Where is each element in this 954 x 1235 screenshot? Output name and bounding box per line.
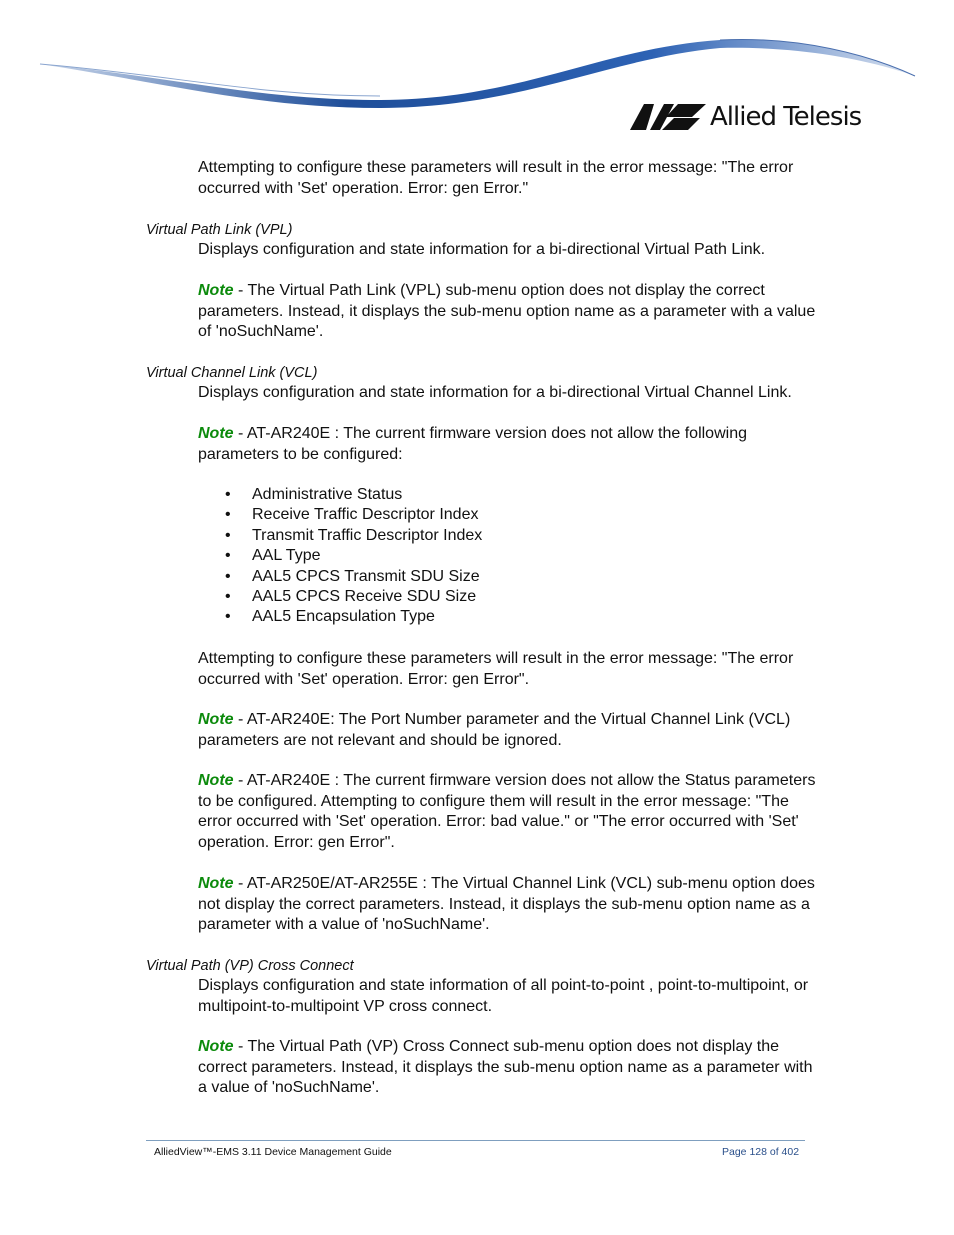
brand-logo [630, 100, 861, 134]
list-item: • AAL5 CPCS Transmit SDU Size [225, 567, 480, 585]
paragraph-vpl: Displays configuration and state information for a bi-directional Virtual Path Link. [198, 241, 766, 258]
brand-name: Allied Telesis [710, 102, 862, 132]
note-vcl-port [198, 710, 818, 751]
list-item: • AAL5 Encapsulation Type [225, 608, 435, 626]
note-vcl-firmware [198, 424, 818, 465]
heading-vp-cross-connect: Virtual Path (VP) Cross Connect [146, 958, 354, 974]
note-label: Note [198, 772, 234, 789]
footer-divider [146, 1140, 805, 1141]
paragraph-vcl: Displays configuration and state information for a bi-directional Virtual Channel Link. [198, 384, 792, 401]
list-item: • Administrative Status [225, 486, 403, 503]
list-item: • Transmit Traffic Descriptor Index [225, 526, 483, 544]
list-item: • AAL Type [225, 547, 321, 565]
footer-guide-title: AlliedView™-EMS 3.11 Device Management Guide [154, 1146, 392, 1158]
heading-vpl: Virtual Path Link (VPL) [146, 222, 293, 238]
note-text: - AT-AR250E/AT-AR255E : The Virtual Channel Link (VCL) sub-menu option does not display the correct parameters. Instead, it displays the sub-menu option name as a parameter with a value of 'noSuchName'. [198, 875, 815, 933]
note-vcl-status [198, 771, 818, 853]
note-label: Note [198, 425, 234, 442]
heading-vcl: Virtual Channel Link (VCL) [146, 365, 318, 381]
note-label: Note [198, 875, 234, 892]
note-text: - The Virtual Path Link (VPL) sub-menu option does not display the correct parameters. Instead, it displays the sub-menu option name as a parameter with a value of 'noSuchName'. [198, 282, 816, 340]
note-vpl [198, 281, 818, 343]
paragraph-vp-cross-connect: Displays configuration and state information of all point-to-point , point-to-multipoint, or multipoint-to-multipoint VP cross connect. [198, 977, 809, 1015]
note-vp-cross-connect [198, 1037, 818, 1099]
parameter-list [225, 485, 482, 628]
note-text: - AT-AR240E : The current firmware version does not allow the Status parameters to be configured. Attempting to configure them will result in the error message: "The error occurred with 'Set' operation. Error: bad value." or "The error occurred with 'Set' operation. Error: gen Error". [198, 772, 816, 851]
paragraph-error-message: Attempting to configure these parameters will result in the error message: "The error occurred with 'Set' operation. Error: gen Error." [198, 159, 794, 197]
footer-page-number: Page 128 of 402 [722, 1146, 800, 1158]
note-text: - AT-AR240E : The current firmware version does not allow the following parameters to be configured: [198, 425, 747, 463]
list-item: • AAL5 CPCS Receive SDU Size [225, 588, 477, 606]
note-vcl-ar250e [198, 874, 818, 936]
note-label: Note [198, 711, 234, 728]
note-text: - The Virtual Path (VP) Cross Connect sub-menu option does not display the correct parameters. Instead, it displays the sub-menu option name as a parameter with a value of 'noSuchName'. [198, 1038, 813, 1096]
list-item: • Receive Traffic Descriptor Index [225, 506, 479, 524]
note-text: - AT-AR240E: The Port Number parameter and the Virtual Channel Link (VCL) parameters are not relevant and should be ignored. [198, 711, 791, 749]
paragraph-vcl-error: Attempting to configure these parameters will result in the error message: "The error occurred with 'Set' operation. Error: gen Error". [198, 650, 794, 688]
note-label: Note [198, 1038, 234, 1055]
note-label: Note [198, 282, 234, 299]
allied-telesis-mark-icon [630, 104, 706, 130]
